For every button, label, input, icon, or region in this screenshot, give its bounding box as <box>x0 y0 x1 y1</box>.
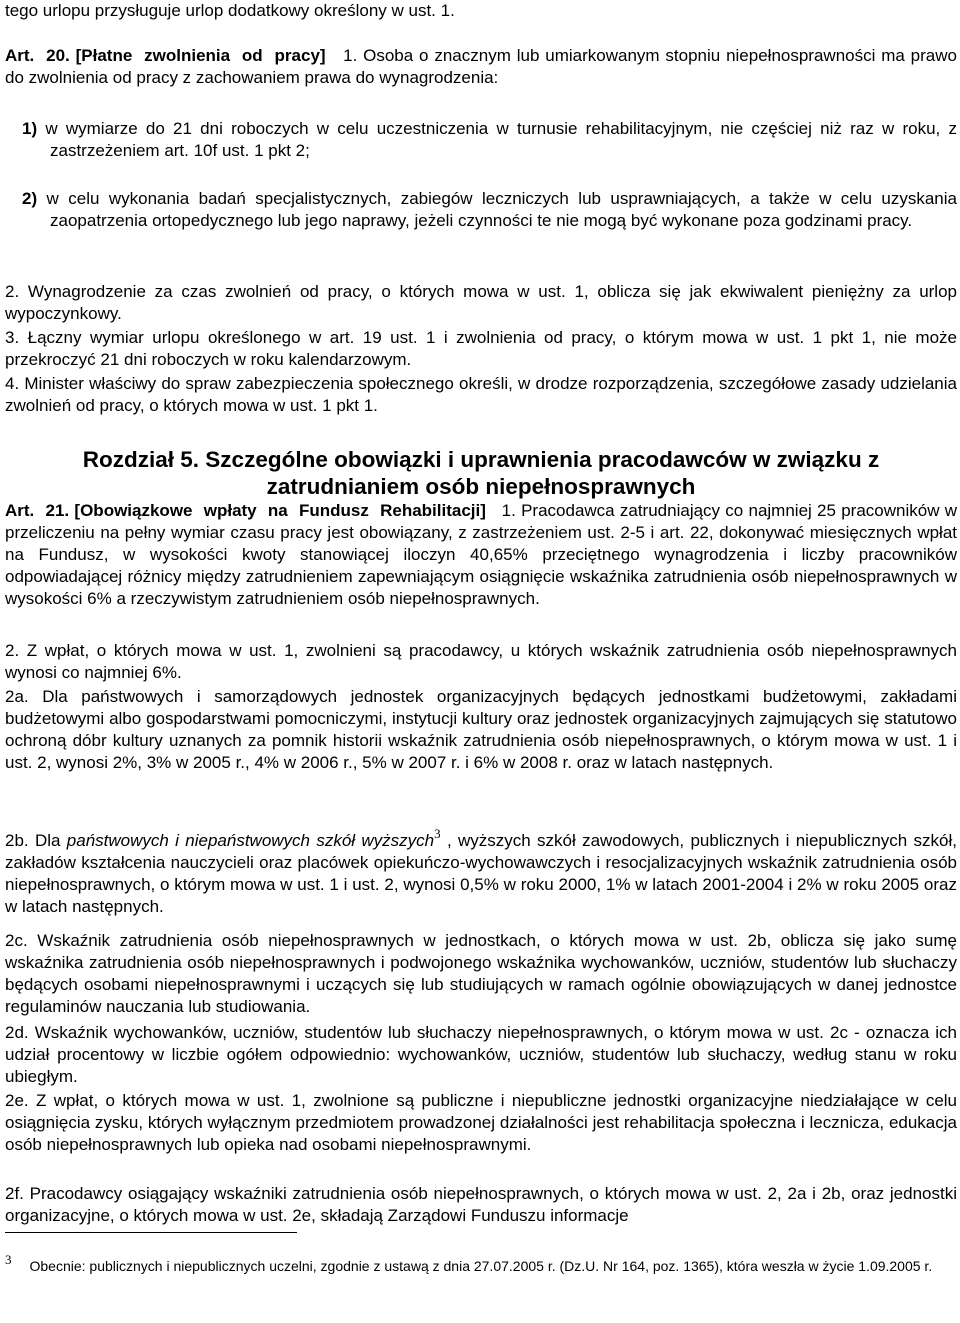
par2b-lead: 2b. Dla <box>5 831 67 850</box>
art20-paragraph-4: 4. Minister właściwy do spraw zabezpieczenia społecznego określi, w drodze rozporządzenia, szczegółowe zasady udzielania zwolnień od pracy, o których mowa w ust. 1 pkt 1. <box>5 374 957 415</box>
art21-paragraph-2: 2. Z wpłat, o których mowa w ust. 1, zwolnieni są pracodawcy, u których wskaźnik zatrudnienia osób niepełnosprawnych wynosi co najmniej 6%. <box>5 641 957 682</box>
footnote-divider <box>5 1232 297 1233</box>
footnote-mark: 3 <box>5 1252 12 1267</box>
art20-paragraph-1 <box>5 45 957 89</box>
art21-paragraph-2a: 2a. Dla państwowych i samorządowych jednostek organizacyjnych będących jednostkami budżetowymi, zakładami budżetowymi albo gospodarstwami pomocniczymi, instytucji kultury oraz jednostek organizacyjnych zajmujących się statutowo ochroną dóbr kultury uznanych za pomnik historii wskaźnik zatrudnienia osób niepełnosprawnych, o którym mowa w ust. 1 i ust. 2, wynosi 2%, 3% w 2005 r., 4% w 2006 r., 5% w 2007 r. i 6% w 2008 r. oraz w latach następnych. <box>5 687 957 772</box>
par2b-italic: państwowych i niepaństwowych szkół wyższych <box>66 831 435 850</box>
point-number: 1) <box>22 119 38 138</box>
point-text: w celu wykonania badań specjalistycznych, zabiegów leczniczych lub usprawniających, a także w celu uzyskania zaopatrzenia ortopedycznego lub jego naprawy, jeżeli czynności te nie mogą być wykonane poza godzinami pracy. <box>46 189 957 230</box>
par2b-rest: , wyższych szkół zawodowych, publicznych i niepublicznych szkół, zakładów kształcenia nauczycieli oraz placówek opiekuńczo-wychowawczych i resocjalizacyjnych wskaźnik zatrudnienia osób niepełnosprawnych, o którym mowa w ust. 1 i ust. 2, wynosi 0,5% w roku 2000, 1% w latach 2001-2004 i 2% w roku 2005 oraz w latach następnych. <box>5 831 958 916</box>
art21-number: Art. 21. <box>5 501 70 520</box>
top-line: tego urlopu przysługuje urlop dodatkowy określony w ust. 1. <box>5 1 455 20</box>
footnote-reference[interactable]: 3 <box>434 826 441 841</box>
art21-paragraph-2d: 2d. Wskaźnik wychowanków, uczniów, studentów lub słuchaczy niepełnosprawnych, o którym mowa w ust. 2c - oznacza ich udział procentowy w liczbie ogółem odpowiednio: wychowanków, uczniów, studentów lub słuchaczy, według stanu w roku ubiegłym. <box>5 1023 957 1086</box>
point-number: 2) <box>22 189 38 208</box>
chapter-heading <box>5 446 957 500</box>
art21-paragraph-2f: 2f. Pracodawcy osiągający wskaźniki zatrudnienia osób niepełnosprawnych, o których mowa w ust. 2, 2a i 2b, oraz jednostki organizacyjne, o których mowa w ust. 2e, składają Zarządowi Funduszu informacje <box>5 1184 957 1225</box>
art21-title: [Obowiązkowe wpłaty na Fundusz Rehabilitacji] <box>74 501 486 520</box>
art21-paragraph-1 <box>5 500 957 610</box>
art21-paragraph-2b <box>5 826 958 918</box>
art20-point-1 <box>5 118 957 162</box>
art20-paragraph-3: 3. Łączny wymiar urlopu określonego w art. 19 ust. 1 i zwolnienia od pracy, o którym mowa w ust. 1 pkt 1, nie może przekroczyć 21 dni roboczych w roku kalendarzowym. <box>5 328 957 369</box>
art21-paragraph-2e: 2e. Z wpłat, o których mowa w ust. 1, zwolnione są publiczne i niepubliczne jednostki organizacyjne niedziałające w celu osiągnięcia zysku, których wyłącznym przedmiotem prowadzonej działalności jest rehabilitacja społeczna i lecznicza, edukacja osób niepełnosprawnych lub opieka nad osobami niepełnosprawnymi. <box>5 1091 957 1154</box>
art20-paragraph-2: 2. Wynagrodzenie za czas zwolnień od pracy, o których mowa w ust. 1, oblicza się jak ekwiwalent pieniężny za urlop wypoczynkowy. <box>5 282 957 323</box>
point-text: w wymiarze do 21 dni roboczych w celu uczestniczenia w turnusie rehabilitacyjnym, nie częściej niż raz w roku, z zastrzeżeniem art. 10f ust. 1 pkt 2; <box>45 119 957 160</box>
art21-paragraph-2c: 2c. Wskaźnik zatrudnienia osób niepełnosprawnych w jednostkach, o których mowa w ust. 2b, oblicza się jako sumę wskaźnika zatrudnienia osób niepełnosprawnych i podwojonego wskaźnika wychowanków, uczniów, studentów lub słuchaczy będących osobami niepełnosprawnymi i uczących się lub studiujących w ramach ogólnie obowiązujących w danej jednostce regulaminów nauczania lub studiowania. <box>5 931 957 1016</box>
footnote-text: Obecnie: publicznych i niepublicznych uczelni, zgodnie z ustawą z dnia 27.07.2005 r. (Dz.U. Nr 164, poz. 1365), która weszła w życie 1.09.2005 r. <box>29 1258 933 1274</box>
art21-par1-text: 1. Pracodawca zatrudniający co najmniej 25 pracowników w przeliczeniu na pełny wymiar czasu pracy jest obowiązany, z zastrzeżeniem ust. 2-5 i art. 22, dokonywać miesięcznych wpłat na Fundusz, w wysokości kwoty stanowiącej iloczyn 40,65% przeciętnego wynagrodzenia i liczby pracowników odpowiadającej różnicy między zatrudnieniem zapewniającym osiągnięcie wskaźnika zatrudnienia osób niepełnosprawnych w wysokości 6% a rzeczywistym zatrudnieniem osób niepełnosprawnych. <box>5 501 957 608</box>
art20-point-2 <box>5 188 957 232</box>
art20-title: [Płatne zwolnienia od pracy] <box>75 46 326 65</box>
art20-number: Art. 20. <box>5 46 70 65</box>
art20-par1-text: 1. Osoba o znacznym lub umiarkowanym stopniu niepełnosprawności ma prawo do zwolnienia od pracy z zachowaniem prawa do wynagrodzenia: <box>5 46 957 87</box>
footnote <box>5 1252 957 1276</box>
chapter-heading-line-1: Rozdział 5. Szczególne obowiązki i uprawnienia pracodawców w związku z <box>82 447 880 472</box>
chapter-heading-line-2: zatrudnianiem osób niepełnosprawnych <box>266 474 696 499</box>
